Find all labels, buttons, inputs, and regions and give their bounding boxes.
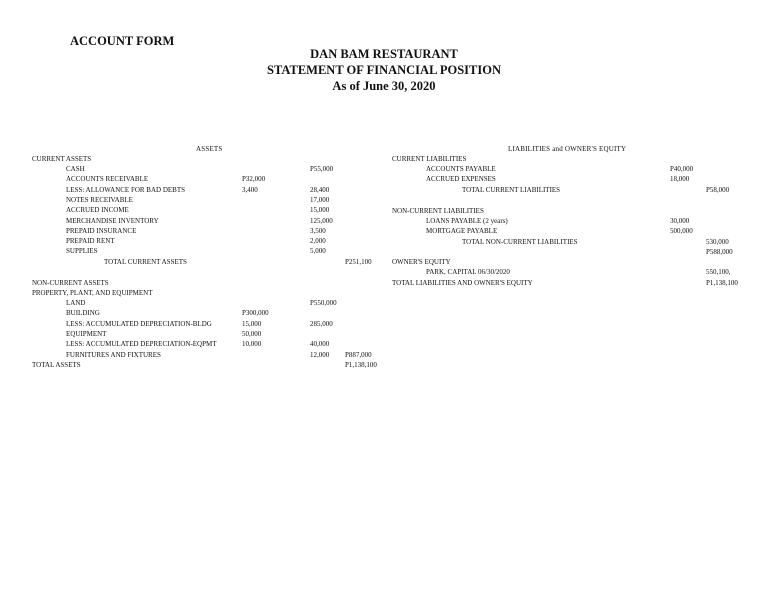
row-amount-col2: 3,500 (310, 226, 326, 235)
row-amount-col2: 2,000 (310, 237, 326, 246)
row-amount-col1: 10,000 (242, 340, 262, 349)
total-noncurrent-liabilities-value: 530,000 (706, 238, 729, 246)
row-amount-col2: 28,400 (310, 185, 330, 194)
table-row (0, 339, 768, 349)
row-label: ACCOUNTS PAYABLE (426, 165, 496, 173)
liabilities-title: LIABILITIES and OWNER'S EQUITY (508, 145, 627, 153)
company-name: DAN BAM RESTAURANT (310, 47, 458, 61)
row-amount-col1: 50,000 (242, 329, 262, 338)
row-label: NOTES RECEIVABLE (66, 195, 133, 204)
table-row (0, 174, 768, 184)
row-amount-col2: 17,000 (310, 195, 330, 204)
total-current-assets-value: P251,100 (345, 258, 372, 266)
row-label: EQUIPMENT (66, 329, 107, 338)
total-assets-label: TOTAL ASSETS (32, 361, 81, 369)
row-label: SUPPLIES (66, 247, 98, 256)
row-amount-col2: P55,000 (310, 165, 334, 173)
form-label: ACCOUNT FORM (70, 34, 175, 48)
row-label: LESS: ACCUMULATED DEPRECIATION-EQPMT (66, 340, 217, 349)
row-label: LESS: ALLOWANCE FOR BAD DEBTS (66, 185, 186, 194)
statement-date: As of June 30, 2020 (332, 79, 436, 93)
table-row (0, 329, 768, 339)
row-amount-col2: P550,000 (310, 299, 337, 307)
row-label: MORTGAGE PAYABLE (426, 227, 498, 236)
row-amount-col2: 125,000 (310, 216, 333, 225)
capital-row (0, 267, 768, 277)
total-noncurrent-liabilities-label: TOTAL NON-CURRENT LIABILITIES (462, 238, 578, 246)
row-label: ACCOUNTS RECEIVABLE (66, 175, 149, 184)
row-label: ACCRUED EXPENSES (426, 175, 496, 184)
statement-title: STATEMENT OF FINANCIAL POSITION (267, 63, 501, 77)
assets-title: ASSETS (196, 145, 223, 153)
total-liabilities-equity-row (0, 278, 768, 288)
row-label: MERCHANDISE INVENTORY (66, 216, 159, 225)
row-label: LAND (66, 299, 86, 307)
table-row (0, 319, 768, 329)
table-row (0, 226, 768, 236)
row-amount-col1: 30,000 (670, 217, 690, 225)
capital-label: PARK, CAPITAL 06/30/2020 (426, 268, 510, 276)
row-label: PREPAID INSURANCE (66, 226, 137, 235)
row-amount-col2: 12,000 (310, 350, 330, 359)
total-current-assets-label: TOTAL CURRENT ASSETS (104, 258, 187, 266)
table-row (0, 205, 768, 215)
row-label: LOANS PAYABLE (2 years) (426, 217, 508, 225)
row-label: FURNITURES AND FIXTURES (66, 350, 161, 359)
row-amount-col1: P300,000 (242, 309, 269, 318)
row-label: LESS: ACCUMULATED DEPRECIATION-BLDG (66, 319, 212, 328)
row-amount-col2: 285,000 (310, 319, 333, 328)
row-amount-col3: P887,000 (345, 350, 372, 359)
total-noncurrent-liabilities-row (0, 237, 768, 247)
table-row (0, 164, 768, 174)
total-liabilities-value: P588,000 (706, 248, 733, 256)
total-current-liabilities-label: TOTAL CURRENT LIABILITIES (462, 186, 561, 194)
row-label: BUILDING (66, 309, 100, 318)
row-amount-col2: 40,000 (310, 340, 330, 349)
row-amount-col2: 5,000 (310, 247, 326, 256)
capital-value: 550,100, (706, 268, 731, 276)
total-liabilities-equity-label: TOTAL LIABILITIES AND OWNER'S EQUITY (392, 279, 533, 287)
row-amount-col1: 18,000 (670, 175, 690, 184)
row-label: CASH (66, 165, 85, 173)
table-row (0, 195, 768, 205)
row-amount-col1: P32,000 (242, 175, 266, 184)
row-amount-col1: P40,000 (670, 165, 694, 173)
row-amount-col2: 15,000 (310, 206, 330, 215)
row-label: PREPAID RENT (66, 237, 115, 246)
row-label: ACCRUED INCOME (66, 206, 129, 215)
total-assets-value: P1,138,100 (345, 361, 377, 369)
total-liabilities-row (0, 247, 768, 257)
row-amount-col1: 3,400 (242, 185, 258, 194)
table-row (0, 216, 768, 226)
table-row (0, 298, 768, 308)
row-amount-col1: 15,000 (242, 319, 262, 328)
total-current-liabilities-value: P58,000 (706, 186, 730, 194)
row-amount-col1: 500,000 (670, 227, 693, 236)
table-row (0, 350, 768, 360)
total-current-assets-row (0, 257, 400, 267)
table-row (0, 308, 768, 318)
total-liabilities-equity-value: P1,138,100 (706, 279, 738, 287)
total-assets-row (0, 360, 400, 370)
total-current-liabilities-row (0, 185, 768, 195)
